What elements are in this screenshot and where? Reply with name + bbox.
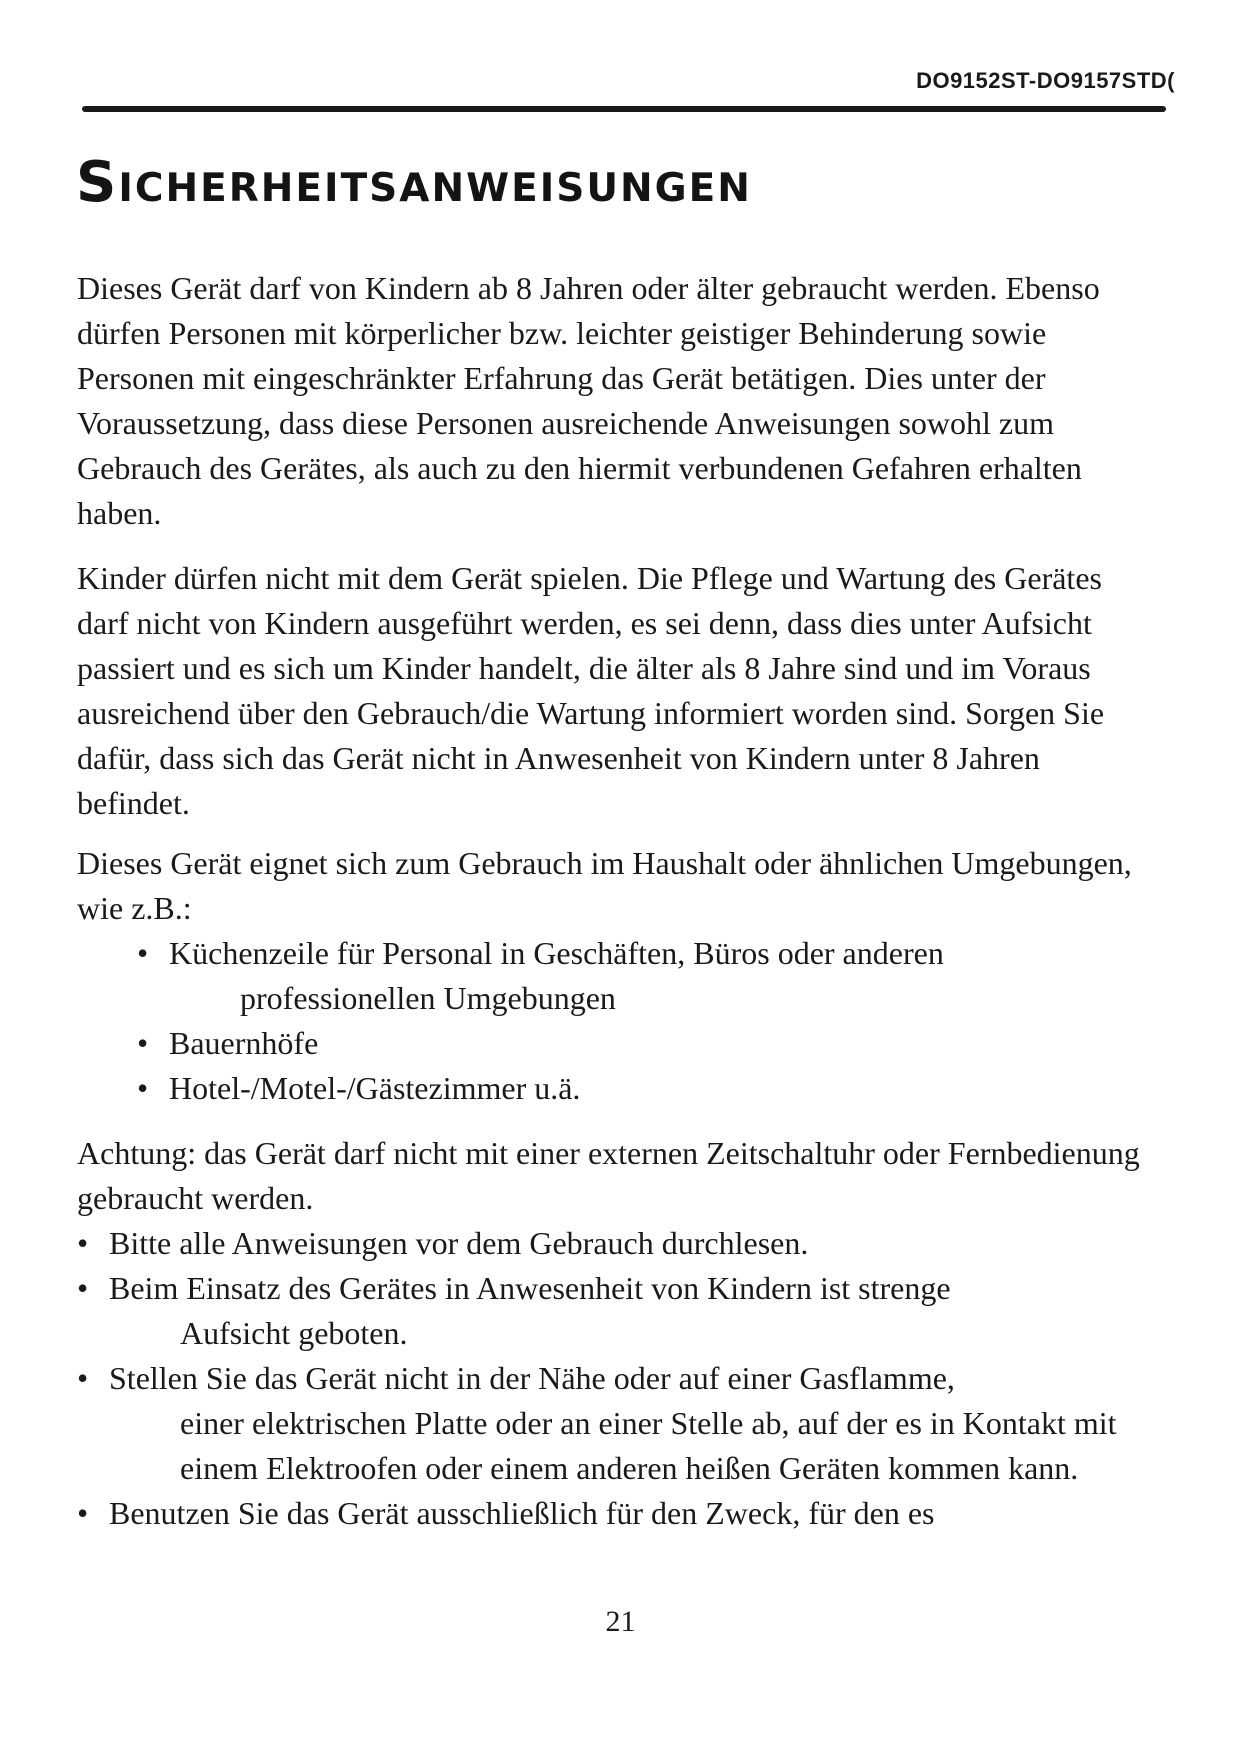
bullet-icon: •	[137, 935, 149, 971]
list-item	[137, 1021, 1157, 1066]
list-item-text: Bauernhöfe	[169, 1025, 319, 1061]
bullet-icon: •	[77, 1225, 89, 1261]
list-item-text: Hotel-/Motel-/Gästezimmer u.ä.	[169, 1070, 581, 1106]
paragraph-children: Kinder dürfen nicht mit dem Gerät spielen. Die Pflege und Wartung des Gerätes darf nicht von Kindern ausgeführt werden, es sei denn, dass dies unter Aufsicht passiert und es sich um Kinder handelt, die älter als 8 Jahre sind und im Voraus ausreichend über den Gebrauch/die Wartung informiert worden sind. Sorgen Sie dafür, dass sich das Gerät nicht in Anwesenheit von Kindern unter 8 Jahren befindet.	[77, 560, 1105, 821]
content-body	[77, 266, 1157, 1536]
list-item-text: Beim Einsatz des Gerätes in Anwesenheit von Kindern ist strenge	[109, 1270, 951, 1306]
bullet-icon: •	[137, 1025, 149, 1061]
paragraph-household: Dieses Gerät eignet sich zum Gebrauch im Haushalt oder ähnlichen Umgebungen, wie z.B.:	[77, 845, 1132, 926]
list-item	[77, 1221, 1157, 1266]
list-item	[77, 1491, 1157, 1536]
list-item	[137, 1066, 1157, 1111]
header-rule	[82, 106, 1166, 112]
bullet-icon: •	[77, 1360, 89, 1396]
list-item-continuation: professionellen Umgebungen	[240, 980, 616, 1016]
page-number: 21	[605, 1605, 636, 1638]
bullet-icon: •	[137, 1070, 149, 1106]
model-code: DO9152ST-DO9157STD(	[916, 68, 1175, 93]
list-item-continuation: Aufsicht geboten.	[180, 1315, 408, 1351]
bullet-icon: •	[77, 1270, 89, 1306]
list-item-continuation: einer elektrischen Platte oder an einer Stelle ab, auf der es in Kontakt mit einem Elektroofen oder einem anderen heißen Geräten kommen kann.	[180, 1405, 1117, 1486]
list-item	[137, 931, 1157, 1021]
list-item-text: Stellen Sie das Gerät nicht in der Nähe oder auf einer Gasflamme,	[109, 1360, 955, 1396]
list-item	[77, 1266, 1157, 1356]
paragraph-usage-persons: Dieses Gerät darf von Kindern ab 8 Jahren oder älter gebraucht werden. Ebenso dürfen Personen mit körperlicher bzw. leichter geistiger Behinderung sowie Personen mit eingeschränkter Erfahrung das Gerät betätigen. Dies unter der Voraussetzung, dass diese Personen ausreichende Anweisungen sowohl zum Gebrauch des Gerätes, als auch zu den hiermit verbundenen Gefahren erhalten haben.	[77, 270, 1100, 531]
bullet-icon: •	[77, 1495, 89, 1531]
environment-list	[77, 931, 1157, 1111]
list-item-text: Benutzen Sie das Gerät ausschließlich für den Zweck, für den es	[109, 1495, 935, 1531]
page-title: Sicherheitsanweisungen	[76, 150, 752, 215]
list-item-text: Küchenzeile für Personal in Geschäften, Büros oder anderen	[169, 935, 944, 971]
instruction-list	[77, 1221, 1157, 1536]
list-item-text: Bitte alle Anweisungen vor dem Gebrauch durchlesen.	[109, 1225, 809, 1261]
paragraph-warning: Achtung: das Gerät darf nicht mit einer externen Zeitschaltuhr oder Fernbedienung gebraucht werden.	[77, 1135, 1140, 1216]
list-item	[77, 1356, 1157, 1491]
